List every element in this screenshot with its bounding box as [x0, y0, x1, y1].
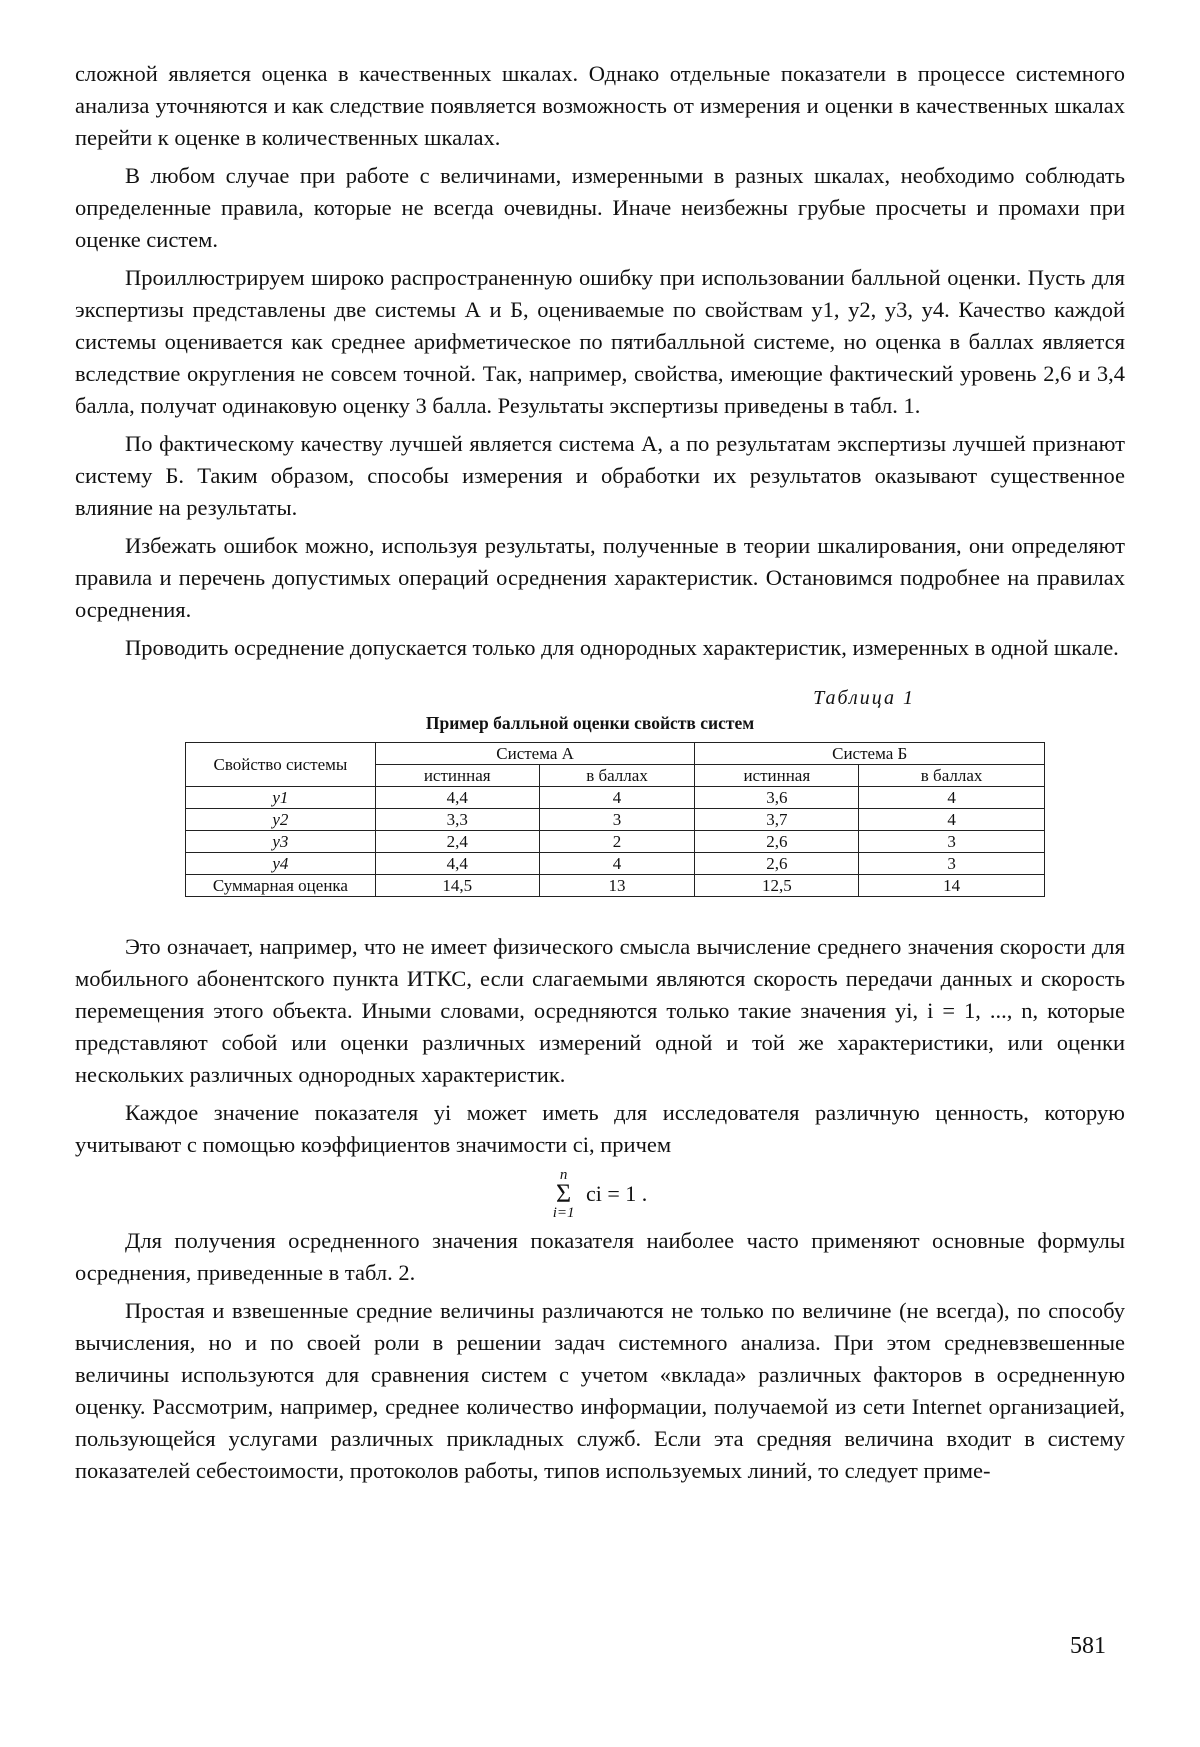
paragraph: Простая и взвешенные средние величины различаются не только по величине (не всегда), по способу вычисления, но и по своей роли в решении задач системного анализа. При этом средневзвешенные величины используются для сравнения систем с учетом «вклада» различных факторов в осредненную оценку. Рассмотрим, например, среднее количество информации, получаемой из сети Internet организацией, пользующейся услугами различных прикладных служб. Если эта средняя величина входит в систему показателей себестоимости, протоколов работы, типов используемых линий, то следует приме- — [75, 1298, 1125, 1483]
table-row — [186, 787, 1045, 809]
sum-formula — [75, 1167, 1125, 1221]
cell-property: y4 — [186, 853, 376, 875]
header-system-b: Система Б — [695, 743, 1045, 765]
paragraph: Избежать ошибок можно, используя результаты, полученные в теории шкалирования, они определяют правила и перечень допустимых операций осреднения характеристик. Остановимся подробнее на правилах осреднения. — [75, 533, 1125, 622]
cell-b-points: 3 — [859, 831, 1045, 853]
cell-b-points: 4 — [859, 809, 1045, 831]
page-content — [75, 58, 1125, 1493]
cell-a-points: 13 — [539, 875, 695, 897]
paragraph: Для получения осредненного значения показателя наиболее часто применяют основные формулы осреднения, приведенные в табл. 2. — [75, 1228, 1125, 1285]
cell-a-true: 14,5 — [375, 875, 539, 897]
cell-b-points: 14 — [859, 875, 1045, 897]
table-row — [186, 831, 1045, 853]
page-number: 581 — [1070, 1633, 1106, 1659]
subheader-a-true: истинная — [375, 765, 539, 787]
subheader-b-true: истинная — [695, 765, 859, 787]
cell-b-true: 2,6 — [695, 853, 859, 875]
cell-a-points: 3 — [539, 809, 695, 831]
paragraph: Это означает, например, что не имеет физического смысла вычисление среднего значения скорости для мобильного абонентского пункта ИТКС, если слагаемыми являются скорость передачи данных и скорость перемещения этого объекта. Иными словами, осредняются только такие значения yi, i = 1, ..., n, которые представляют собой или оценки различных измерений одной и той же характеристики, или оценки нескольких различных однородных характеристик. — [75, 934, 1125, 1087]
table-caption-label: Таблица 1 — [813, 687, 915, 709]
header-property: Свойство системы — [186, 743, 376, 787]
cell-property: Суммарная оценка — [186, 875, 376, 897]
cell-a-true: 3,3 — [375, 809, 539, 831]
paragraph: Каждое значение показателя yi может иметь для исследователя различную ценность, которую учитывают с помощью коэффициентов значимости ci, причем — [75, 1100, 1125, 1157]
cell-property: y2 — [186, 809, 376, 831]
paragraph: В любом случае при работе с величинами, измеренными в разных шкалах, необходимо соблюдать определенные правила, которые не всегда очевидны. Иначе неизбежны грубые просчеты и промахи при оценке систем. — [75, 163, 1125, 252]
cell-a-true: 2,4 — [375, 831, 539, 853]
paragraph: По фактическому качеству лучшей является система А, а по результатам экспертизы лучшей признают систему Б. Таким образом, способы измерения и обработки их результатов оказывают существенное влияние на результаты. — [75, 431, 1125, 520]
sum-upper-limit: n — [559, 1167, 568, 1183]
cell-property: y1 — [186, 787, 376, 809]
cell-a-points: 4 — [539, 787, 695, 809]
subheader-a-points: в баллах — [539, 765, 695, 787]
table-row-total — [186, 875, 1045, 897]
subheader-b-points: в баллах — [859, 765, 1045, 787]
sigma-block — [553, 1167, 575, 1221]
cell-a-points: 4 — [539, 853, 695, 875]
table-header-row — [186, 743, 1045, 765]
cell-b-true: 3,7 — [695, 809, 859, 831]
cell-b-points: 3 — [859, 853, 1045, 875]
header-system-a: Система А — [375, 743, 695, 765]
cell-property: y3 — [186, 831, 376, 853]
scores-table — [185, 742, 1045, 897]
paragraph: сложной является оценка в качественных шкалах. Однако отдельные показатели в процессе системного анализа уточняются и как следствие появляется возможность от измерения и оценки в качественных шкалах перейти к оценке в количественных шкалах. — [75, 61, 1125, 150]
table-row — [186, 853, 1045, 875]
sum-expression: ci = 1 . — [586, 1181, 648, 1206]
sum-lower-limit: i=1 — [552, 1205, 575, 1221]
table-row — [186, 809, 1045, 831]
cell-b-points: 4 — [859, 787, 1045, 809]
paragraph: Проводить осреднение допускается только для однородных характеристик, измеренных в одной шкале. — [125, 635, 1119, 660]
cell-b-true: 12,5 — [695, 875, 859, 897]
cell-b-true: 2,6 — [695, 831, 859, 853]
sigma-symbol: Σ — [556, 1179, 572, 1208]
table-title: Пример балльной оценки свойств систем — [425, 713, 755, 733]
cell-b-true: 3,6 — [695, 787, 859, 809]
cell-a-true: 4,4 — [375, 787, 539, 809]
paragraph: Проиллюстрируем широко распространенную ошибку при использовании балльной оценки. Пусть для экспертизы представлены две системы А и Б, оцениваемые по свойствам y1, y2, y3, y4. Качество каждой системы оценивается как среднее арифметическое по пятибалльной системе, но оценка в баллах является вследствие округления не совсем точной. Так, например, свойства, имеющие фактический уровень 2,6 и 3,4 балла, получат одинаковую оценку 3 балла. Результаты экспертизы приведены в табл. 1. — [75, 265, 1125, 418]
cell-a-true: 4,4 — [375, 853, 539, 875]
cell-a-points: 2 — [539, 831, 695, 853]
